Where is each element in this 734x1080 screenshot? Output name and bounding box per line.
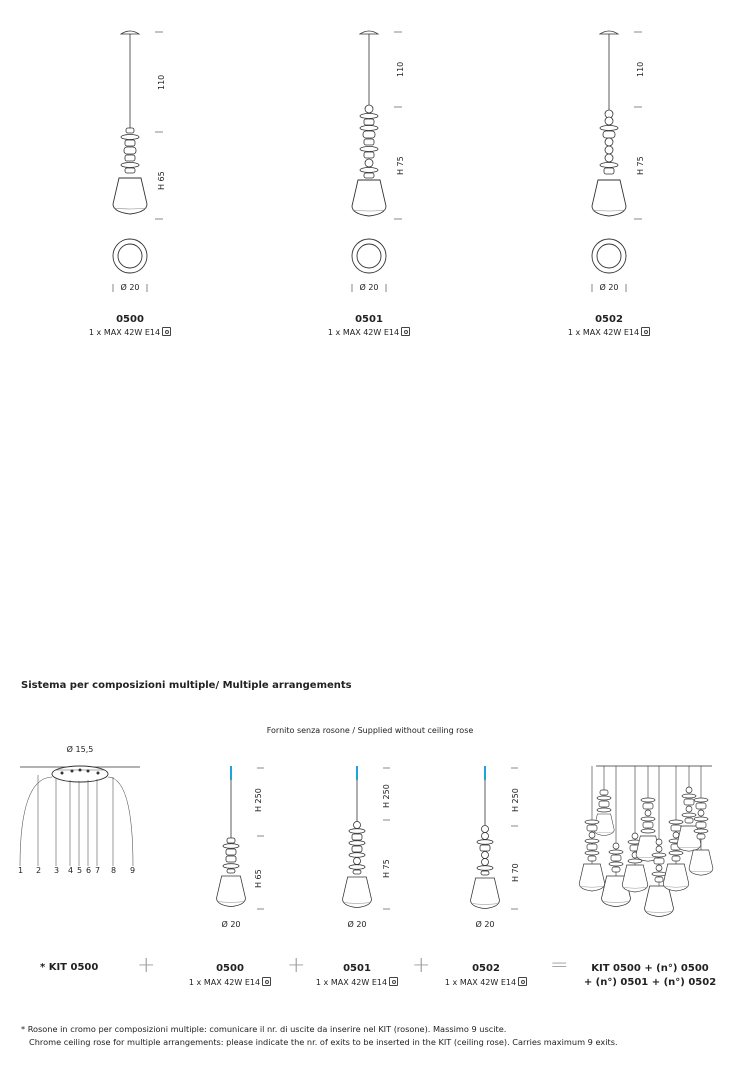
lamp-0502-code: 0502: [595, 314, 623, 325]
equals-sign: =: [550, 953, 569, 978]
footnote-english: Chrome ceiling rose for multiple arrangements: please indicate the nr. of exits to be inserted in the KIT (ceiling rose). Carries maximum 9 exits.: [29, 1037, 618, 1047]
lamp-0501-spec: 1 x MAX 42W E14: [299, 327, 439, 337]
multi-0502-diameter: Ø 20: [475, 920, 495, 929]
lamp-0501-drawing: [352, 31, 402, 292]
lamp-0500-body-height: H 65: [157, 171, 166, 190]
exit-label: 8: [111, 866, 117, 875]
multi-0502-cable-height: H 250: [511, 788, 520, 812]
lamp-0500-diameter: Ø 20: [120, 283, 140, 292]
bulb-icon: [389, 977, 398, 986]
multi-0500-cable-height: H 250: [254, 788, 263, 812]
lamp-0500-spec: 1 x MAX 42W E14: [60, 327, 200, 337]
lamp-0501-body-height: H 75: [396, 156, 405, 175]
exit-label: 2: [36, 866, 42, 875]
multi-0501-body-height: H 75: [382, 859, 391, 878]
multi-0500-diameter: Ø 20: [221, 920, 241, 929]
lamp-0501-code: 0501: [355, 314, 383, 325]
section-title: Sistema per composizioni multiple/ Multiple arrangements: [21, 680, 352, 691]
lamp-0500-cable-height: 110: [157, 74, 166, 90]
rose-diameter: Ø 15,5: [66, 745, 94, 754]
lamp-0502-spec: 1 x MAX 42W E14: [539, 327, 679, 337]
bulb-icon: [518, 977, 527, 986]
lamp-0500-drawing: [113, 31, 163, 292]
plus-sign: +: [287, 953, 306, 978]
multi-0501-cable-height: H 250: [382, 784, 391, 808]
lamp-0502-diameter: Ø 20: [599, 283, 619, 292]
ceiling-rose-drawing: [20, 766, 140, 866]
lamp-0500-code: 0500: [116, 314, 144, 325]
multi-0500-body-height: H 65: [254, 869, 263, 888]
bulb-icon: [641, 327, 650, 336]
plus-sign: +: [137, 953, 156, 978]
bulb-icon: [162, 327, 171, 336]
lamp-0502-cable-height: 110: [636, 61, 645, 77]
footnote-italian: * Rosone in cromo per composizioni multiple: comunicare il nr. di uscite da inserire nel KIT (rosone). Massimo 9 uscite.: [21, 1024, 507, 1034]
plus-sign: +: [412, 953, 431, 978]
result-line-2: + (n°) 0501 + (n°) 0502: [583, 977, 717, 988]
eq-0502-spec: 1 x MAX 42W E14: [416, 977, 556, 987]
lamp-0502-body-height: H 75: [636, 156, 645, 175]
eq-0500-code: 0500: [216, 963, 244, 974]
exit-label: 5: [77, 866, 83, 875]
exit-label: 9: [130, 866, 136, 875]
bulb-icon: [401, 327, 410, 336]
result-line-1: KIT 0500 + (n°) 0500: [591, 963, 709, 974]
eq-0502-code: 0502: [472, 963, 500, 974]
multi-0501-diameter: Ø 20: [347, 920, 367, 929]
eq-0501-spec: 1 x MAX 42W E14: [287, 977, 427, 987]
eq-0501-code: 0501: [343, 963, 371, 974]
exit-label: 3: [54, 866, 60, 875]
kit-label: * KIT 0500: [40, 962, 99, 973]
exit-label: 1: [18, 866, 24, 875]
exit-label: 7: [95, 866, 101, 875]
multi-0502-body-height: H 70: [511, 863, 520, 882]
lamp-0501-cable-height: 110: [396, 61, 405, 77]
eq-0500-spec: 1 x MAX 42W E14: [160, 977, 300, 987]
exit-label: 4: [68, 866, 74, 875]
exit-label: 6: [86, 866, 92, 875]
lamp-0502-drawing: [592, 31, 642, 292]
cluster-composition-drawing: [579, 766, 713, 917]
supplied-note: Fornito senza rosone / Supplied without ceiling rose: [266, 726, 474, 735]
lamp-0501-diameter: Ø 20: [359, 283, 379, 292]
bulb-icon: [262, 977, 271, 986]
